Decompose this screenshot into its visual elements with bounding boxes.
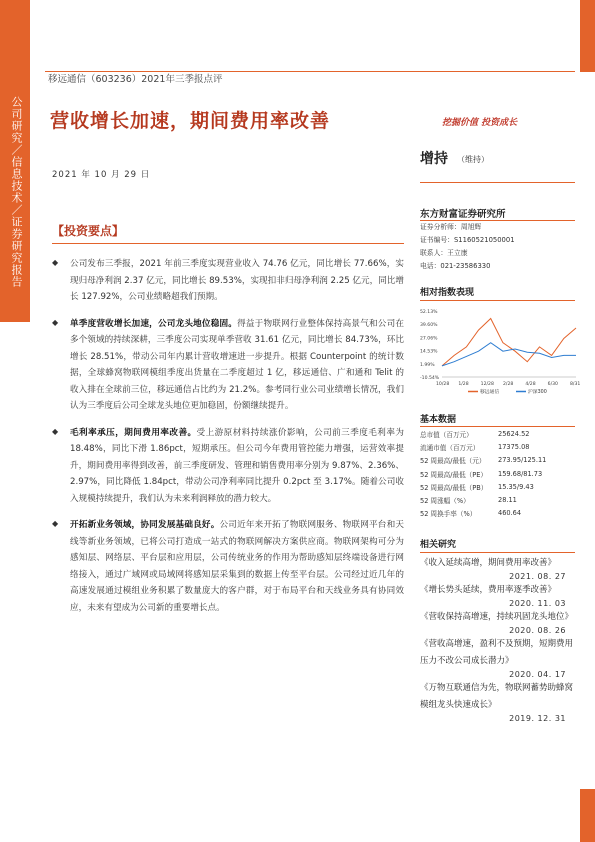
list-item — [52, 517, 404, 616]
bullet-text: 毛利率承压，期间费用率改善。受上游原材料持续涨价影响，公司前三季度毛利率为 18.48%，同比下滑 1.86pct，短期承压。但公司今年费用管控能力增强，运营效率提升，期间费用率得到改善，前三季度研发、管理和销售费用率分别为 9.87%、2.36%、2.97%，同比降低 1.84pct，带动公司净利率同比提升 0.2pct 至 3.17%。随着公司收入规模持续提升，我们认为未来利润释放的潜力较大。 — [70, 427, 404, 504]
series-line-1 — [442, 343, 576, 366]
slogan: 挖掘价值 投资成长 — [442, 118, 518, 128]
analyst-info — [420, 221, 580, 273]
basic-data-table — [420, 427, 575, 520]
basic-data-title: 基本数据 — [420, 415, 457, 425]
bullet-text: 单季度营收增长加速，公司龙头地位稳固。得益于物联网行业整体保持高景气和公司在多个领域的持续深耕，三季度公司实现单季营收 31.61 亿元，同比增长 84.73%，环比增长 28.51%，带动公司年内累计营收增速进一步提升。根据 Counterpoint 的统计数据，全球蜂窝物联网模组季度出货量在二季度超过 1 亿，移远通信、广和通和 Telit 的收入排在全球前三位，移远通信占比约为 21.2%。参考同行业公司业绩增长情况，我们认为三季度后公司全球龙头地位更加稳固，份额继续提升。 — [70, 318, 404, 411]
sidebar-category-text: 公司研究／信息技术／证券研究报告 — [10, 96, 23, 288]
index-perf-title: 相对指数表现 — [420, 288, 475, 298]
bottom-right-accent — [580, 789, 595, 842]
key-points-heading: 【投资要点】 — [52, 224, 125, 238]
list-item — [420, 582, 578, 608]
related-title: 相关研究 — [420, 540, 457, 550]
related-date: 2020. 08. 26 — [509, 626, 566, 635]
x-tick-label: 10/28 — [436, 382, 450, 387]
key-points-list — [52, 256, 404, 626]
top-right-accent — [580, 0, 595, 72]
diamond-bullet-icon: ◆ — [52, 426, 59, 436]
table-row: 52 周最高/最低（PB） 15.35/9.43 — [420, 482, 534, 492]
list-item — [420, 555, 578, 581]
contact-name: 联系人：王立康 — [420, 249, 468, 257]
y-tick-label: -10.54% — [420, 376, 440, 381]
relative-index-chart — [420, 305, 580, 400]
left-band — [0, 0, 30, 842]
page-title: 营收增长加速，期间费用率改善 — [50, 110, 331, 132]
related-date: 2019. 12. 31 — [509, 714, 566, 723]
table-row: 总市值（百万元） 25624.52 — [420, 429, 530, 439]
x-tick-label: 12/28 — [480, 382, 494, 387]
x-tick-label: 4/28 — [525, 382, 536, 387]
related-link[interactable]: 《营收高增速，盈利不及预期，短期费用压力不改公司成长潜力》 — [420, 639, 574, 666]
header-divider — [45, 71, 575, 72]
x-tick-label: 2/28 — [503, 382, 514, 387]
key-points-divider — [52, 243, 404, 244]
list-item — [420, 609, 578, 635]
bullet-text: 公司发布三季报，2021 年前三季度实现营业收入 74.76 亿元，同比增长 77.66%，实现归母净利润 2.37 亿元，同比增长 89.53%，实现扣非归母净利润 2.25 亿元，同比增长 127.92%，公司业绩略超我们预期。 — [70, 259, 404, 302]
related-link[interactable]: 《增长势头延续，费用率逐季改善》 — [420, 585, 557, 595]
related-research-list — [420, 555, 578, 724]
list-item — [52, 316, 404, 415]
list-item — [420, 680, 578, 723]
legend-label: 沪深300 — [528, 390, 547, 395]
x-tick-label: 8/31 — [570, 382, 580, 387]
rating-divider — [420, 182, 575, 183]
related-link[interactable]: 《营收保持高增速，持续巩固龙头地位》 — [420, 612, 574, 622]
contact-phone: 电话：021-23586330 — [420, 262, 491, 270]
related-date: 2020. 11. 03 — [509, 599, 566, 608]
y-tick-label: 39.60% — [420, 323, 438, 329]
y-tick-label: 14.53% — [420, 349, 438, 355]
y-tick-label: 27.06% — [420, 336, 438, 342]
related-divider — [420, 552, 575, 553]
rating-label: 增持 — [420, 151, 448, 167]
diamond-bullet-icon: ◆ — [52, 317, 59, 327]
table-row: 52 周最高/最低（PE） 159.68/81.73 — [420, 469, 543, 479]
related-date: 2020. 04. 17 — [509, 670, 566, 679]
table-row: 52 周最高/最低（元） 273.95/125.11 — [420, 456, 547, 466]
related-date: 2021. 08. 27 — [509, 572, 566, 581]
analyst-name: 证券分析师：周旭辉 — [420, 223, 482, 231]
table-row: 52 周涨幅（%） 28.11 — [420, 496, 517, 506]
list-item — [52, 425, 404, 508]
index-perf-divider — [420, 300, 575, 301]
related-link[interactable]: 《万物互联通信为先，物联网蓄势助蜂窝模组龙头快速成长》 — [420, 683, 574, 710]
table-row: 52 周换手率（%） 460.64 — [420, 509, 522, 519]
bullet-text: 开拓新业务领域，协同发展基础良好。公司近年来开拓了物联网服务、物联网平台和天线等新业务领域，已将公司打造成一站式的物联网解决方案供应商。物联网架构可分为感知层、网络层、平台层和应用层，公司传统业务的作用为帮助感知层终端设备进行网络接入，通过广域网或局域网将感知层采集到的数据上传至平台层。公司经过近几年的高速发展通过模组业务积累了数量庞大的客户群，对于布局平台和天线业务具有协同效应，未来有望成为公司新的重要增长点。 — [70, 520, 404, 613]
y-tick-label: 52.13% — [420, 310, 438, 315]
diamond-bullet-icon: ◆ — [52, 258, 59, 267]
x-tick-label: 1/28 — [458, 382, 469, 387]
related-link[interactable]: 《收入延续高增，期间费用率改善》 — [420, 558, 557, 568]
report-date: 2021 年 10 月 29 日 — [52, 170, 151, 180]
research-institute: 东方财富证券研究所 — [420, 209, 506, 220]
y-tick-label: 1.99% — [420, 362, 435, 368]
rating-sub: （维持） — [457, 155, 489, 164]
legend-label: 移远通信 — [480, 390, 500, 395]
diamond-bullet-icon: ◆ — [52, 519, 59, 528]
analyst-license: 证书编号：S1160521050001 — [420, 236, 515, 244]
list-item — [420, 636, 578, 679]
relative-index-svg — [420, 305, 580, 400]
x-tick-label: 6/30 — [547, 382, 558, 387]
list-item — [52, 256, 404, 306]
table-row: 流通市值（百万元） 17375.08 — [420, 442, 530, 452]
report-type: 移远通信（603236）2021年三季报点评 — [48, 74, 223, 85]
